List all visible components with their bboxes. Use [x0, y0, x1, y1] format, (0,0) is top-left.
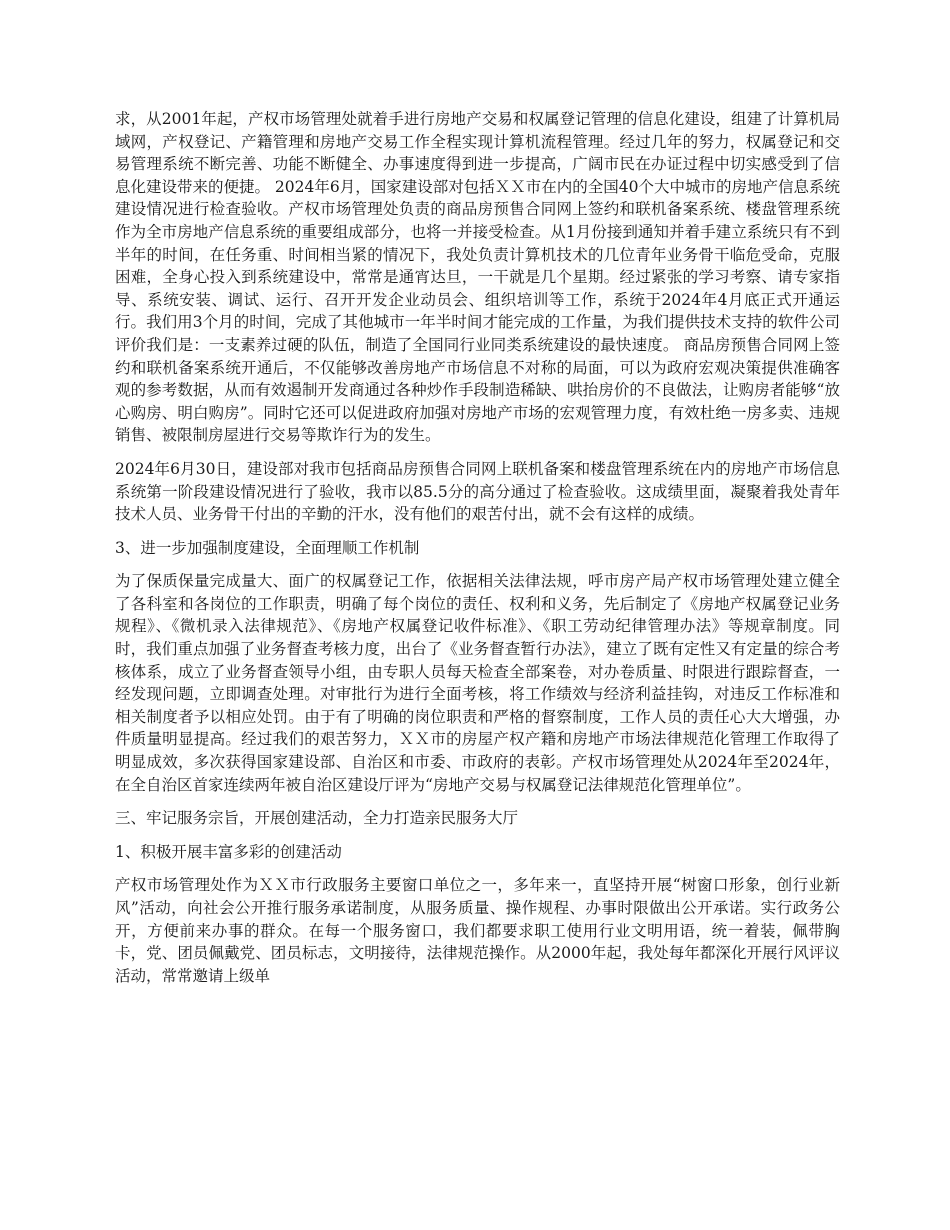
body-paragraph: 求，从2001年起，产权市场管理处就着手进行房地产交易和权属登记管理的信息化建设，组建了计算机局域网，产权登记、产籍管理和房地产交易工作全程实现计算机流程管理。经过几年的努力，权属登记和交易管理系统不断完善、功能不断健全、办事速度得到进一步提高，广阔市民在办证过程中切实感受到了信息化建设带来的便捷。 2024年6月，国家建设部对包括ＸＸ市在内的全国40个大中城市的房地产信息系统建设情况进行检查验收。产权市场管理处负责的商品房预售合同网上签约和联机备案系统、楼盘管理系统作为全市房地产信息系统的重要组成部分，也将一并接受检查。从1月份接到通知并着手建立系统只有不到半年的时间，在任务重、时间相当紧的情况下，我处负责计算机技术的几位青年业务骨干临危受命，克服困难，全身心投入到系统建设中，常常是通宵达旦，一干就是几个星期。经过紧张的学习考察、请专家指导、系统安装、调试、运行、召开开发企业动员会、组织培训等工作，系统于2024年4月底正式开通运行。我们用3个月的时间，完成了其他城市一年半时间才能完成的工作量，为我们提供技术支持的软件公司评价我们是：一支素养过硬的队伍，制造了全国同行业同类系统建设的最快速度。 商品房预售合同网上签约和联机备案系统开通后，不仅能够改善房地产市场信息不对称的局面，可以为政府宏观决策提供准确客观的参考数据，从而有效遏制开发商通过各种炒作手段制造稀缺、哄抬房价的不良做法，让购房者能够“放心购房、明白购房”。同时它还可以促进政府加强对房地产市场的宏观管理力度，有效杜绝一房多卖、违规销售、被限制房屋进行交易等欺诈行为的发生。: [115, 110, 840, 445]
section-heading: 三、牢记服务宗旨，开展创建活动，全力打造亲民服务大厅: [115, 809, 519, 828]
subsection-heading: 1、积极开展丰富多彩的创建活动: [115, 842, 342, 861]
body-paragraph: 2024年6月30日，建设部对我市包括商品房预售合同网上联机备案和楼盘管理系统在内的房地产市场信息系统第一阶段建设情况进行了验收，我市以85.5分的高分通过了检查验收。这成绩里面，凝聚着我处青年技术人员、业务骨干付出的辛勤的汗水，没有他们的艰苦付出，就不会有这样的成绩。: [115, 459, 840, 524]
document-page: [115, 108, 840, 998]
section-heading: 3、进一步加强制度建设，全面理顺工作机制: [115, 538, 420, 557]
body-paragraph: 产权市场管理处作为ＸＸ市行政服务主要窗口单位之一，多年来一，直坚持开展“树窗口形象，创行业新风”活动，向社会公开推行服务承诺制度，从服务质量、操作规程、办事时限做出公开承诺。实行政务公开，方便前来办事的群众。在每一个服务窗口，我们都要求职工使用行业文明用语，统一着装，佩带胸卡，党、团员佩戴党、团员标志，文明接待，法律规范操作。从2000年起，我处每年都深化开展行风评议活动，常常邀请上级单: [115, 876, 840, 985]
body-paragraph: 为了保质保量完成量大、面广的权属登记工作，依据相关法律法规，呼市房产局产权市场管理处建立健全了各科室和各岗位的工作职责，明确了每个岗位的责任、权利和义务，先后制定了《房地产权属登记业务规程》、《微机录入法律规范》、《房地产权属登记收件标准》、《职工劳动纪律管理办法》等规章制度。同时，我们重点加强了业务督查考核力度，出台了《业务督查暂行办法》，建立了既有定性又有定量的综合考核体系，成立了业务督查领导小组，由专职人员每天检查全部案卷，对办卷质量、时限进行跟踪督查，一经发现问题，立即调查处理。对审批行为进行全面考核，将工作绩效与经济利益挂钩，对违反工作标准和相关制度者予以相应处罚。由于有了明确的岗位职责和严格的督察制度，工作人员的责任心大大增强，办件质量明显提高。经过我们的艰苦努力，ＸＸ市的房屋产权产籍和房地产市场法律规范化管理工作取得了明显成效，多次获得国家建设部、自治区和市委、市政府的表彰。产权市场管理处从2024年至2024年，在全自治区首家连续两年被自治区建设厅评为“房地产交易与权属登记法律规范化管理单位”。: [115, 572, 840, 794]
